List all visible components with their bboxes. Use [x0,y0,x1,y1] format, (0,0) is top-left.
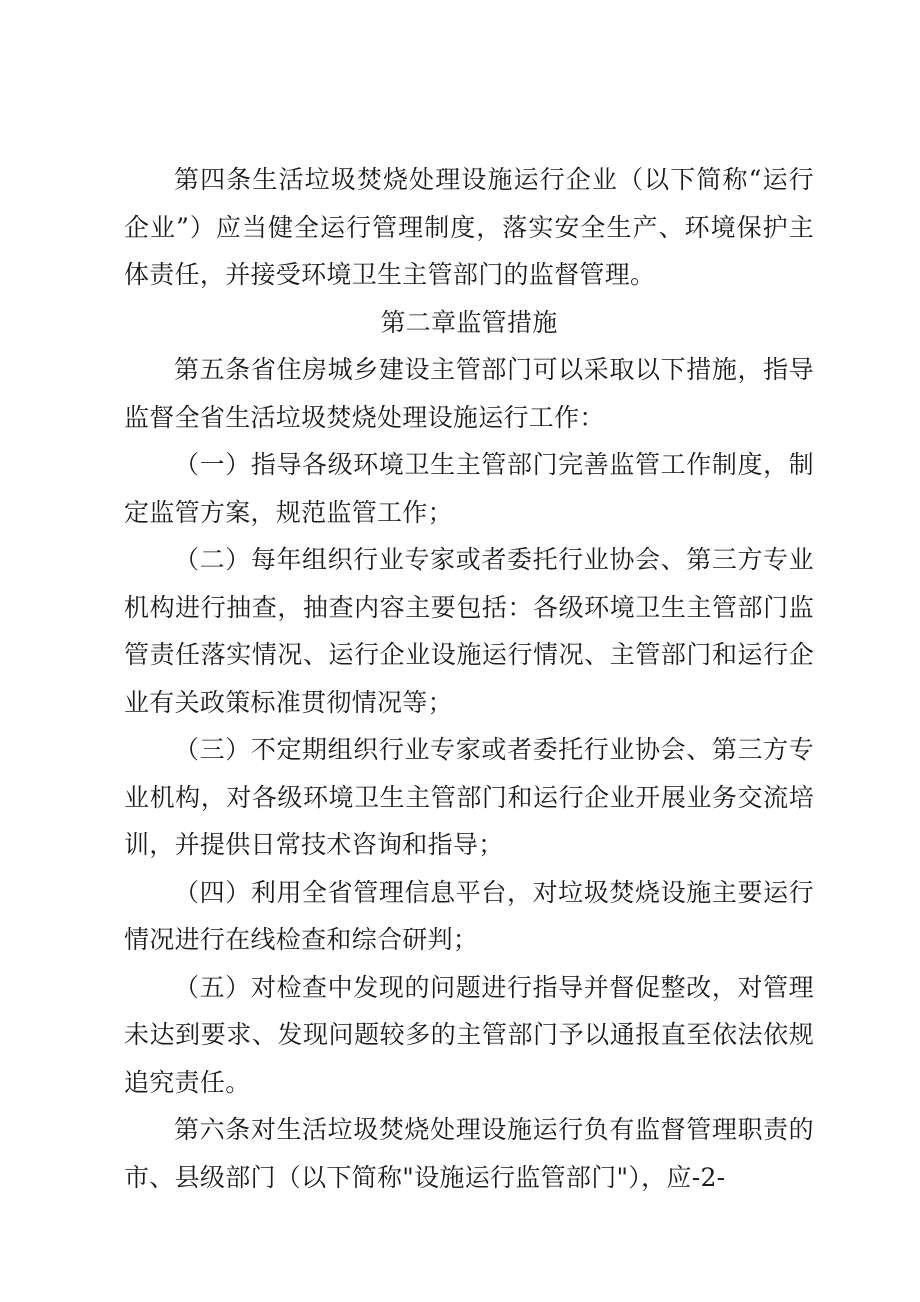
chapter-heading: 第二章监管措施 [380,307,558,337]
article-5-paragraph: 第五条省住房城乡建设主管部门可以采取以下措施，指导监督全省生活垃圾焚烧处理设施运行工作： [124,355,814,432]
document-body [124,156,814,1201]
list-item-4: （四）利用全省管理信息平台，对垃圾焚烧设施主要运行情况进行在线检查和综合研判； [124,877,814,954]
list-item-2: （二）每年组织行业专家或者委托行业协会、第三方专业机构进行抽查，抽查内容主要包括：各级环境卫生主管部门监管责任落实情况、运行企业设施运行情况、主管部门和运行企业有关政策标准贯彻情况等； [124,545,814,717]
list-item-1: （一）指导各级环境卫生主管部门完善监管工作制度，制定监管方案，规范监管工作； [124,450,814,527]
article-6-paragraph: 第六条对生活垃圾焚烧处理设施运行负有监督管理职责的市、县级部门（以下简称"设施运行监管部门"），应-2- [124,1115,814,1192]
list-item-3: （三）不定期组织行业专家或者委托行业协会、第三方专业机构，对各级环境卫生主管部门和运行企业开展业务交流培训，并提供日常技术咨询和指导； [124,735,814,859]
article-4-paragraph: 第四条生活垃圾焚烧处理设施运行企业（以下简称“运行企业”）应当健全运行管理制度，落实安全生产、环境保护主体责任，并接受环境卫生主管部门的监督管理。 [124,165,814,289]
list-item-5: （五）对检查中发现的问题进行指导并督促整改，对管理未达到要求、发现问题较多的主管部门予以通报直至依法依规追究责任。 [124,972,814,1097]
